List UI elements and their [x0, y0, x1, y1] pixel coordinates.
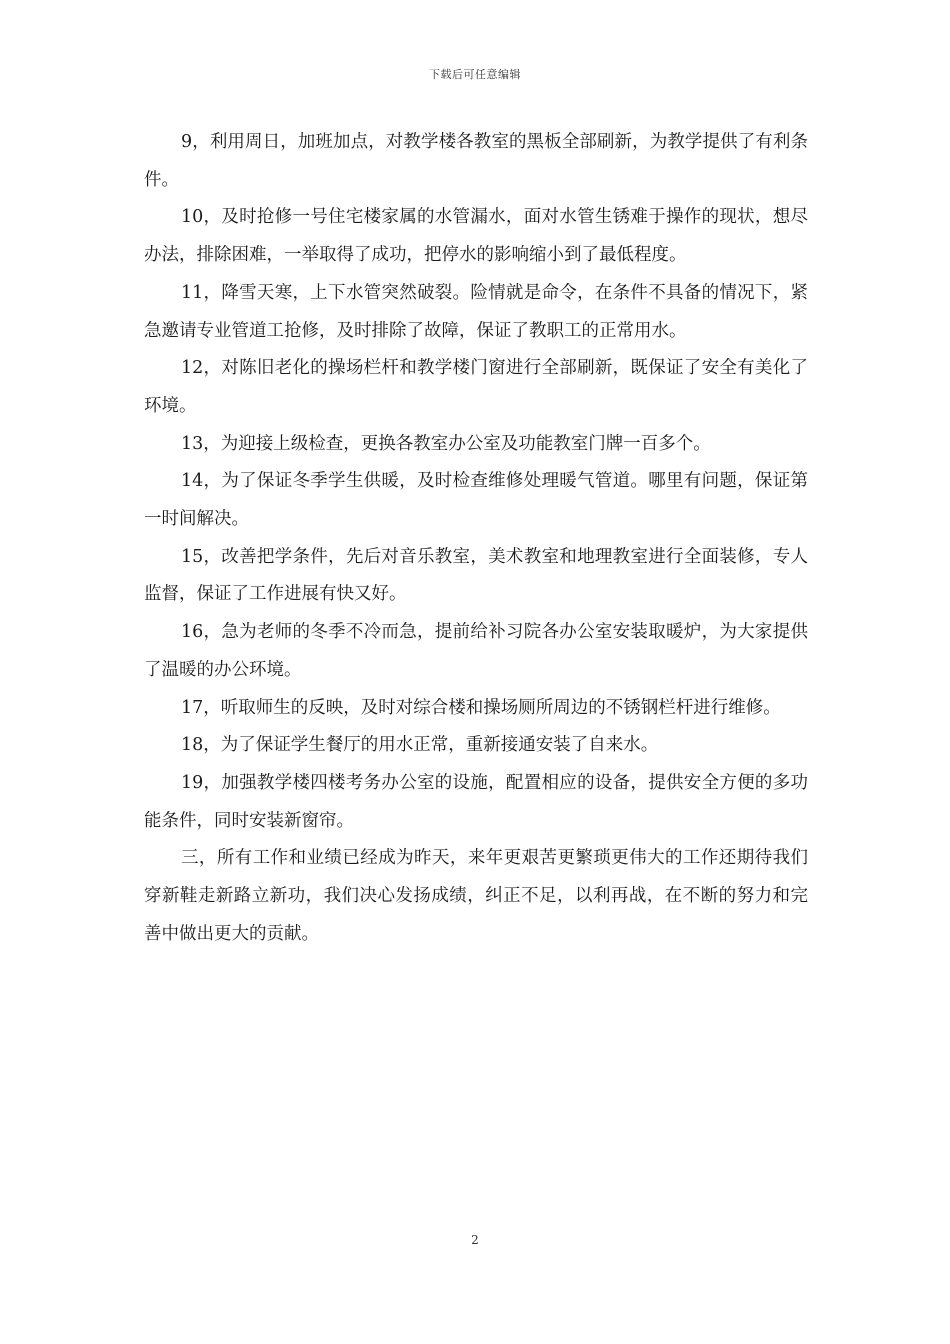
- paragraph-item-12: 12，对陈旧老化的操场栏杆和教学楼门窗进行全部刷新，既保证了安全有美化了环境。: [144, 358, 808, 416]
- paragraph-item-16: 16，急为老师的冬季不冷而急，提前给补习院各办公室安装取暖炉，为大家提供了温暖的办公环境。: [144, 622, 808, 680]
- paragraph-item-13: 13，为迎接上级检查，更换各教室办公室及功能教室门牌一百多个。: [181, 433, 711, 454]
- paragraph-item-15: 15，改善把学条件，先后对音乐教室，美术教室和地理教室进行全面装修，专人监督，保证了工作进展有快又好。: [144, 546, 808, 605]
- paragraph-item-18: 18，为了保证学生餐厅的用水正常，重新接通安装了自来水。: [181, 735, 659, 756]
- document-body: [144, 124, 808, 953]
- paragraph-item-9: 9，利用周日，加班加点，对教学楼各教室的黑板全部刷新，为教学提供了有利条件。: [144, 132, 808, 190]
- paragraph-item-11: 11，降雪天寒，上下水管突然破裂。险情就是命令，在条件不具备的情况下，紧急邀请专业管道工抢修，及时排除了故障，保证了教职工的正常用水。: [144, 282, 808, 341]
- paragraph-item-10: 10，及时抢修一号住宅楼家属的水管漏水，面对水管生锈难于操作的现状，想尽办法，排除困难，一举取得了成功，把停水的影响缩小到了最低程度。: [144, 207, 808, 266]
- paragraph-conclusion: 三，所有工作和业绩已经成为昨天，来年更艰苦更繁琐更伟大的工作还期待我们穿新鞋走新路立新功，我们决心发扬成绩，纠正不足，以利再战，在不断的努力和完善中做出更大的贡献。: [144, 848, 808, 944]
- page-number: 2: [471, 1233, 479, 1247]
- paragraph-item-14: 14，为了保证冬季学生供暖，及时检查维修处理暖气管道。哪里有问题，保证第一时间解决。: [144, 471, 808, 530]
- paragraph-item-17: 17，听取师生的反映，及时对综合楼和操场厕所周边的不锈钢栏杆进行维修。: [181, 697, 781, 718]
- page-header: 下载后可任意编辑: [429, 68, 521, 81]
- paragraph-item-19: 19，加强教学楼四楼考务办公室的设施，配置相应的设备，提供安全方便的多功能条件，同时安装新窗帘。: [144, 772, 808, 831]
